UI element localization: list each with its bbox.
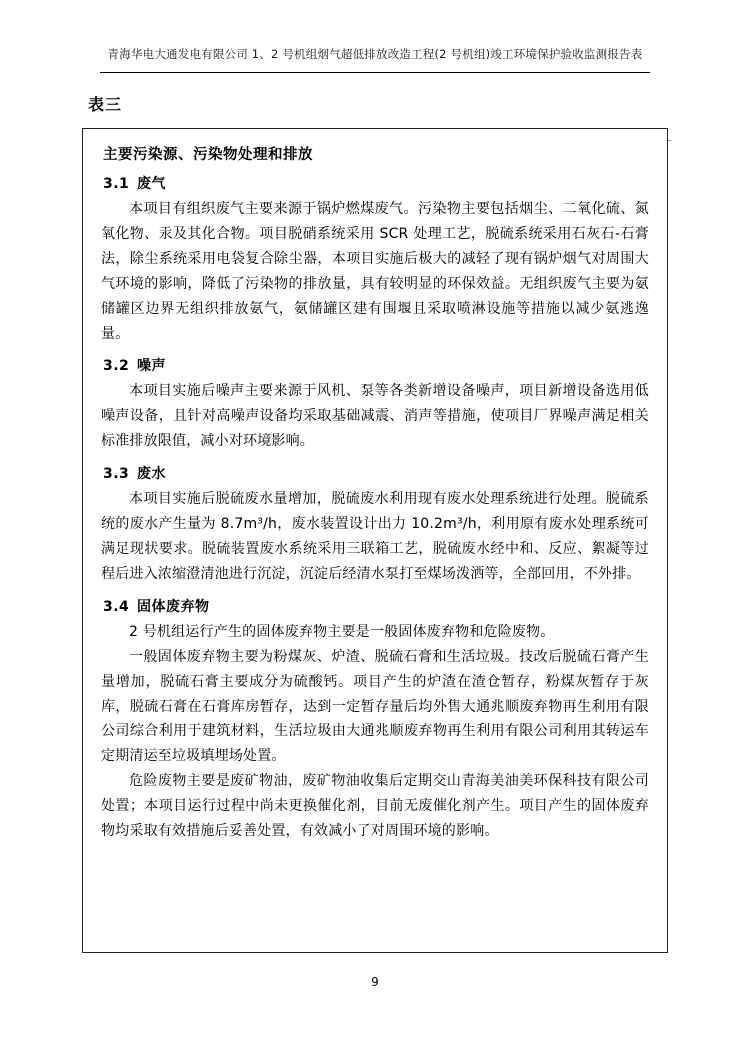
section-3-4-paragraph-2: 一般固体废弃物主要为粉煤灰、炉渣、脱硫石膏和生活垃圾。技改后脱硫石膏产生量增加，脱硫石膏主要成分为硫酸钙。项目产生的炉渣在渣仓暂存，粉煤灰暂存于灰库，脱硫石膏在石膏库房暂存，达到一定暂存量后均外售大通兆顺废弃物再生利用有限公司综合利用于建筑材料，生活垃圾由大通兆顺废弃物再生利用有限公司利用其转运车定期清运至垃圾填埋场处置。 bbox=[101, 648, 649, 765]
section-name: 废气 bbox=[137, 176, 166, 192]
section-heading-3-2 bbox=[103, 355, 649, 375]
section-name: 固体废弃物 bbox=[137, 598, 210, 615]
section-number: 3.4 bbox=[103, 598, 130, 615]
section-3-2-paragraph-1: 本项目实施后噪声主要来源于风机、泵等各类新增设备噪声，项目新增设备选用低噪声设备，且针对高噪声设备均采取基础减震、消声等措施，使项目厂界噪声满足相关标准排放限值，减小对环境影响。 bbox=[101, 383, 649, 450]
header-divider bbox=[100, 72, 650, 73]
section-number: 3.1 bbox=[103, 176, 130, 192]
section-name: 废水 bbox=[137, 466, 166, 483]
section-3-4-paragraph-1: 2 号机组运行产生的固体废弃物主要是一般固体废弃物和危险废物。 bbox=[129, 623, 555, 640]
frame-title: 主要污染源、污染物处理和排放 bbox=[103, 147, 313, 163]
page-number: 9 bbox=[371, 975, 379, 989]
section-number: 3.3 bbox=[103, 466, 130, 483]
section-heading-3-4 bbox=[103, 596, 649, 616]
content-frame bbox=[82, 128, 668, 953]
running-header: 青海华电大通发电有限公司 1、2 号机组烟气超低排放改造工程(2 号机组)竣工环境保护验收监测报告表 bbox=[107, 47, 643, 61]
table-label: 表三 bbox=[88, 95, 123, 114]
section-heading-3-1 bbox=[103, 173, 649, 193]
page-edge-mark bbox=[668, 140, 671, 141]
section-name: 噪声 bbox=[137, 358, 166, 375]
section-heading-3-3 bbox=[103, 463, 649, 483]
section-3-3-paragraph-1: 本项目实施后脱硫废水量增加，脱硫废水利用现有废水处理系统进行处理。脱硫系统的废水产生量为 8.7m³/h，废水装置设计出力 10.2m³/h，利用原有废水处理系统可满足现状要求。脱硫装置废水系统采用三联箱工艺，脱硫废水经中和、反应、絮凝等过程后进入浓缩澄清池进行沉淀，沉淀后经清水泵打至煤场泼洒等，全部回用，不外排。 bbox=[101, 491, 649, 582]
section-number: 3.2 bbox=[103, 358, 130, 375]
section-3-4-paragraph-3: 危险废物主要是废矿物油，废矿物油收集后定期交山青海美油美环保科技有限公司处置；本项目运行过程中尚未更换催化剂，目前无废催化剂产生。项目产生的固体废弃物均采取有效措施后妥善处置，有效减小了对周围环境的影响。 bbox=[101, 773, 649, 840]
section-3-1-paragraph-1: 本项目有组织废气主要来源于锅炉燃煤废气。污染物主要包括烟尘、二氧化硫、氮氧化物、汞及其化合物。项目脱硝系统采用 SCR 处理工艺，脱硫系统采用石灰石-石膏法，除尘系统采用电袋复合除尘器，本项目实施后极大的减轻了现有锅炉烟气对周围大气环境的影响，降低了污染物的排放量，具有较明显的环保效益。无组织废气主要为氨储罐区边界无组织排放氨气，氨储罐区建有围堰且采取喷淋设施等措施以减少氨逃逸量。 bbox=[101, 201, 649, 342]
